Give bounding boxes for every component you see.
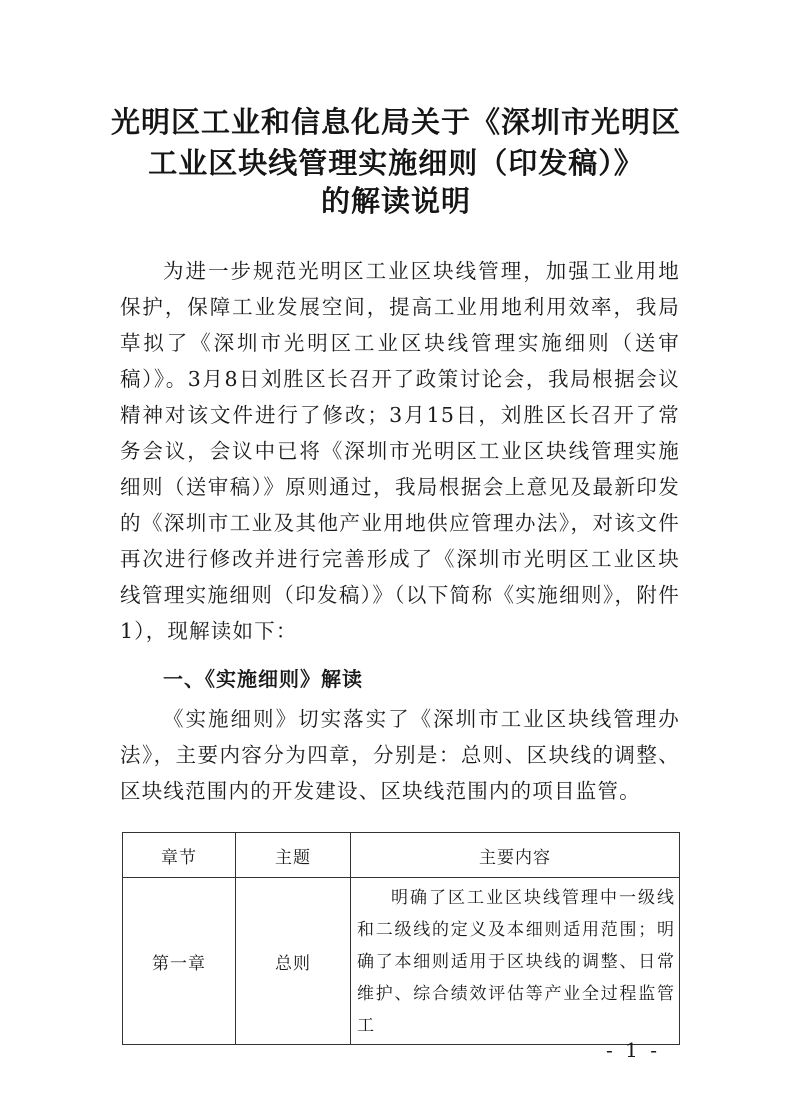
- header-chapter: 章节: [123, 833, 236, 878]
- section-paragraph: 《实施细则》切实落实了《深圳市工业区块线管理办法》，主要内容分为四章，分别是：总则、区块线的调整、区块线范围内的开发建设、区块线范围内的项目监管。: [120, 707, 680, 803]
- document-title-line-3: 的解读说明: [320, 184, 471, 218]
- content-table: [122, 832, 680, 1045]
- document-title-line-2: 工业区块线管理实施细则（印发稿）》: [148, 146, 644, 180]
- document-title-line-1: 光明区工业和信息化局关于《深圳市光明区: [110, 105, 681, 139]
- page-number: - 1 -: [606, 1038, 660, 1062]
- header-content: 主要内容: [351, 833, 680, 878]
- section-heading: 一、《实施细则》解读: [163, 667, 363, 691]
- header-topic: 主题: [236, 833, 351, 878]
- cell-chapter: 第一章: [123, 878, 236, 1045]
- cell-content: 明确了区工业区块线管理中一级线和二级线的定义及本细则适用范围；明确了本细则适用于区块线的调整、日常维护、综合绩效评估等产业全过程监管工: [351, 878, 680, 1045]
- intro-paragraph: 为进一步规范光明区工业区块线管理，加强工业用地保护，保障工业发展空间，提高工业用地利用效率，我局草拟了《深圳市光明区工业区块线管理实施细则（送审稿）》。3月8日刘胜区长召开了政策讨论会，我局根据会议精神对该文件进行了修改；3月15日，刘胜区长召开了常务会议，会议中已将《深圳市光明区工业区块线管理实施细则（送审稿）》原则通过，我局根据会上意见及最新印发的《深圳市工业及其他产业用地供应管理办法》，对该文件再次进行修改并进行完善形成了《深圳市光明区工业区块线管理实施细则（印发稿）》（以下简称《实施细则》，附件 1），现解读如下：: [120, 259, 680, 643]
- table-row: [123, 878, 680, 1045]
- cell-topic: 总则: [236, 878, 351, 1045]
- table-header-row: [123, 833, 680, 878]
